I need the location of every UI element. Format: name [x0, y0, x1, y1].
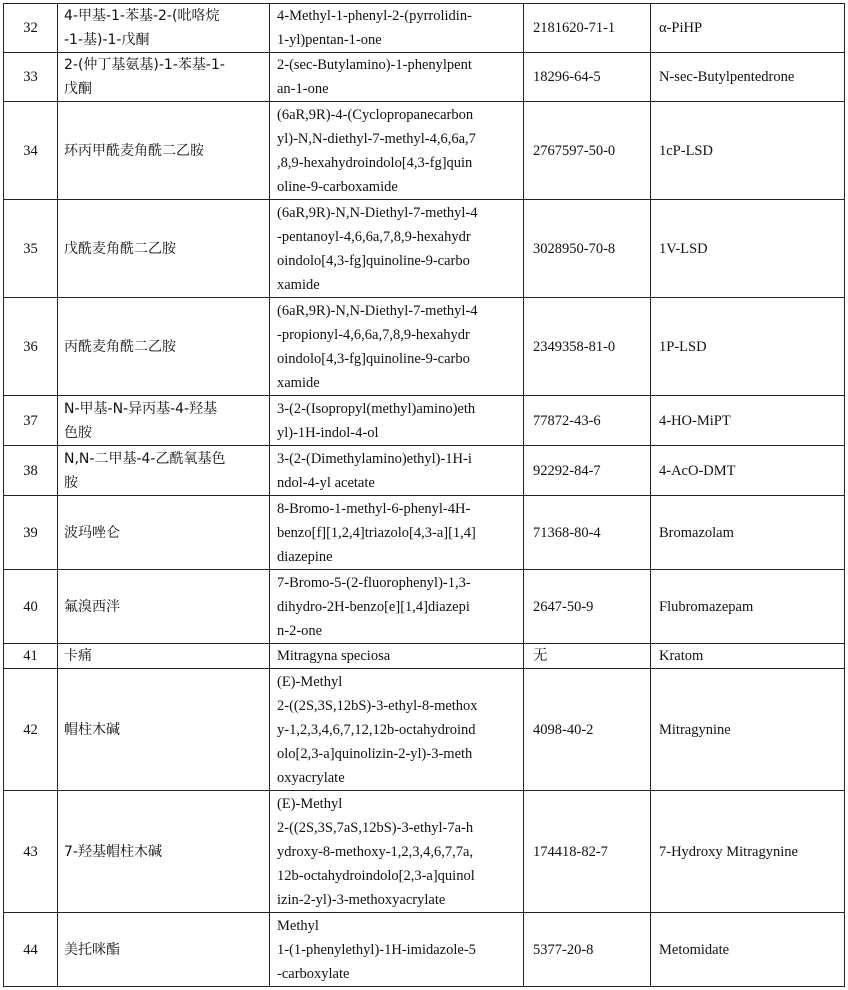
abbreviation: 1V-LSD	[651, 200, 845, 298]
row-number: 40	[4, 570, 58, 644]
chinese-name: 卡痛	[58, 644, 270, 669]
cas-number: 92292-84-7	[524, 446, 651, 496]
abbreviation: 4-AcO-DMT	[651, 446, 845, 496]
abbreviation: Bromazolam	[651, 496, 845, 570]
table-row	[4, 298, 845, 396]
abbreviation: Mitragynine	[651, 669, 845, 791]
cas-number: 2767597-50-0	[524, 102, 651, 200]
cas-number: 3028950-70-8	[524, 200, 651, 298]
cas-number: 4098-40-2	[524, 669, 651, 791]
row-number: 32	[4, 4, 58, 53]
table-row	[4, 4, 845, 53]
table-row	[4, 913, 845, 987]
row-number: 39	[4, 496, 58, 570]
table-row	[4, 102, 845, 200]
chinese-name: 帽柱木碱	[58, 669, 270, 791]
row-number: 37	[4, 396, 58, 446]
english-name: 7-Bromo-5-(2-fluorophenyl)-1,3- dihydro-2H-benzo[e][1,4]diazepi n-2-one	[270, 570, 524, 644]
english-name: 8-Bromo-1-methyl-6-phenyl-4H- benzo[f][1,2,4]triazolo[4,3-a][1,4] diazepine	[270, 496, 524, 570]
cas-number: 77872-43-6	[524, 396, 651, 446]
cas-number: 无	[524, 644, 651, 669]
table-row	[4, 446, 845, 496]
abbreviation: N-sec-Butylpentedrone	[651, 53, 845, 102]
table-row	[4, 496, 845, 570]
cas-number: 5377-20-8	[524, 913, 651, 987]
english-name: 4-Methyl-1-phenyl-2-(pyrrolidin- 1-yl)pentan-1-one	[270, 4, 524, 53]
chinese-name: 环丙甲酰麦角酰二乙胺	[58, 102, 270, 200]
abbreviation: Kratom	[651, 644, 845, 669]
english-name: (6aR,9R)-N,N-Diethyl-7-methyl-4 -propionyl-4,6,6a,7,8,9-hexahydr oindolo[4,3-fg]quinoline-9-carbo xamide	[270, 298, 524, 396]
chinese-name: 4-甲基-1-苯基-2-(吡咯烷 -1-基)-1-戊酮	[58, 4, 270, 53]
english-name: Methyl 1-(1-phenylethyl)-1H-imidazole-5 -carboxylate	[270, 913, 524, 987]
english-name: 3-(2-(Isopropyl(methyl)amino)eth yl)-1H-indol-4-ol	[270, 396, 524, 446]
table-row	[4, 53, 845, 102]
chinese-name: 丙酰麦角酰二乙胺	[58, 298, 270, 396]
table-row	[4, 644, 845, 669]
abbreviation: 1cP-LSD	[651, 102, 845, 200]
cas-number: 2647-50-9	[524, 570, 651, 644]
table-row	[4, 791, 845, 913]
table-row	[4, 200, 845, 298]
row-number: 38	[4, 446, 58, 496]
table-body	[4, 4, 845, 987]
row-number: 42	[4, 669, 58, 791]
chinese-name: N,N-二甲基-4-乙酰氧基色 胺	[58, 446, 270, 496]
english-name: (E)-Methyl 2-((2S,3S,12bS)-3-ethyl-8-methox y-1,2,3,4,6,7,12,12b-octahydroind olo[2,3-a]quinolizin-2-yl)-3-meth oxyacrylate	[270, 669, 524, 791]
chinese-name: 波玛唑仑	[58, 496, 270, 570]
english-name: (6aR,9R)-N,N-Diethyl-7-methyl-4 -pentanoyl-4,6,6a,7,8,9-hexahydr oindolo[4,3-fg]quinoline-9-carbo xamide	[270, 200, 524, 298]
cas-number: 18296-64-5	[524, 53, 651, 102]
cas-number: 2349358-81-0	[524, 298, 651, 396]
chinese-name: 7-羟基帽柱木碱	[58, 791, 270, 913]
row-number: 35	[4, 200, 58, 298]
english-name: 2-(sec-Butylamino)-1-phenylpent an-1-one	[270, 53, 524, 102]
row-number: 33	[4, 53, 58, 102]
row-number: 34	[4, 102, 58, 200]
chinese-name: 氟溴西泮	[58, 570, 270, 644]
table-row	[4, 396, 845, 446]
english-name: Mitragyna speciosa	[270, 644, 524, 669]
abbreviation: Flubromazepam	[651, 570, 845, 644]
chinese-name: 美托咪酯	[58, 913, 270, 987]
abbreviation: α-PiHP	[651, 4, 845, 53]
row-number: 43	[4, 791, 58, 913]
chinese-name: N-甲基-N-异丙基-4-羟基 色胺	[58, 396, 270, 446]
row-number: 44	[4, 913, 58, 987]
abbreviation: 1P-LSD	[651, 298, 845, 396]
cas-number: 174418-82-7	[524, 791, 651, 913]
chinese-name: 2-(仲丁基氨基)-1-苯基-1- 戊酮	[58, 53, 270, 102]
chinese-name: 戊酰麦角酰二乙胺	[58, 200, 270, 298]
substance-table	[3, 3, 845, 987]
cas-number: 2181620-71-1	[524, 4, 651, 53]
abbreviation: 4-HO-MiPT	[651, 396, 845, 446]
cas-number: 71368-80-4	[524, 496, 651, 570]
abbreviation: 7-Hydroxy Mitragynine	[651, 791, 845, 913]
english-name: (E)-Methyl 2-((2S,3S,7aS,12bS)-3-ethyl-7a-h ydroxy-8-methoxy-1,2,3,4,6,7,7a, 12b-octahydroindolo[2,3-a]quinol izin-2-yl)-3-methoxyacrylate	[270, 791, 524, 913]
english-name: 3-(2-(Dimethylamino)ethyl)-1H-i ndol-4-yl acetate	[270, 446, 524, 496]
table-row	[4, 669, 845, 791]
row-number: 36	[4, 298, 58, 396]
row-number: 41	[4, 644, 58, 669]
table-row	[4, 570, 845, 644]
english-name: (6aR,9R)-4-(Cyclopropanecarbon yl)-N,N-diethyl-7-methyl-4,6,6a,7 ,8,9-hexahydroindolo[4,3-fg]quin oline-9-carboxamide	[270, 102, 524, 200]
abbreviation: Metomidate	[651, 913, 845, 987]
